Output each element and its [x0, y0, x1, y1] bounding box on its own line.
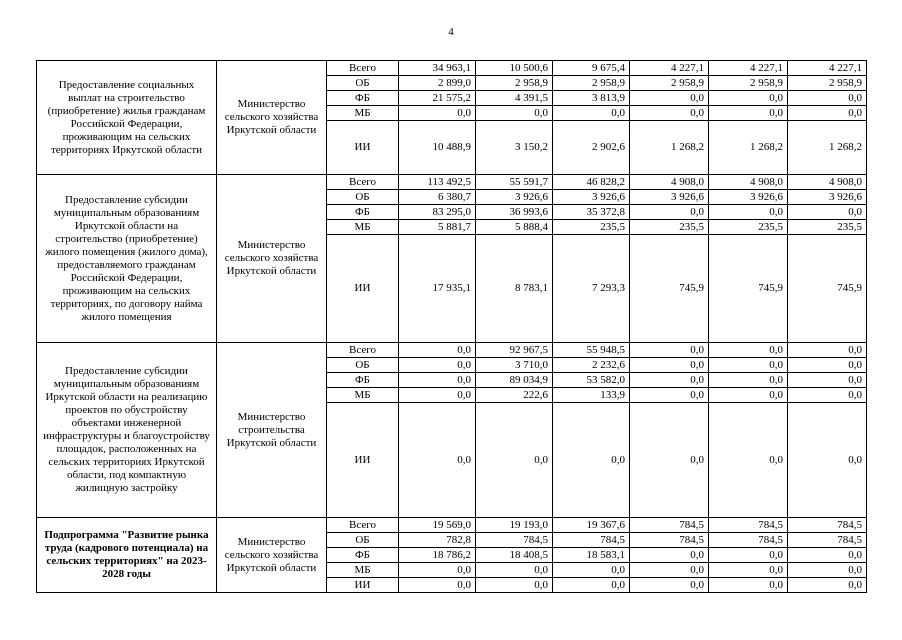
amount-cell: 18 408,5 — [476, 548, 553, 563]
amount-cell: 784,5 — [709, 533, 788, 548]
funding-source-cell: Всего — [327, 518, 399, 533]
amount-cell: 4 908,0 — [709, 175, 788, 190]
funding-source-cell: ФБ — [327, 91, 399, 106]
amount-cell: 36 993,6 — [476, 205, 553, 220]
amount-cell: 0,0 — [709, 563, 788, 578]
amount-cell: 2 958,9 — [788, 76, 867, 91]
amount-cell: 0,0 — [630, 106, 709, 121]
amount-cell: 3 813,9 — [553, 91, 630, 106]
amount-cell: 0,0 — [399, 106, 476, 121]
amount-cell: 4 227,1 — [709, 61, 788, 76]
amount-cell: 0,0 — [399, 563, 476, 578]
amount-cell: 784,5 — [709, 518, 788, 533]
amount-cell: 0,0 — [630, 343, 709, 358]
measure-name-cell: Предоставление субсидии муниципальным образованиям Иркутской области на строительство (приобретение) жилого помещения (жилого дома), предоставляемого гражданам Российской Федерации, проживающим на сельских территориях, по договору найма жилого помещения — [37, 175, 217, 343]
amount-cell: 0,0 — [553, 578, 630, 593]
amount-cell: 0,0 — [709, 343, 788, 358]
amount-cell: 784,5 — [553, 533, 630, 548]
amount-cell: 18 583,1 — [553, 548, 630, 563]
amount-cell: 784,5 — [788, 518, 867, 533]
amount-cell: 83 295,0 — [399, 205, 476, 220]
measure-name-cell: Предоставление социальных выплат на строительство (приобретение) жилья гражданам Российской Федерации, проживающим на сельских территориях Иркутской области — [37, 61, 217, 175]
amount-cell: 4 227,1 — [630, 61, 709, 76]
amount-cell: 2 899,0 — [399, 76, 476, 91]
amount-cell: 0,0 — [553, 403, 630, 518]
amount-cell: 89 034,9 — [476, 373, 553, 388]
amount-cell: 222,6 — [476, 388, 553, 403]
funding-source-cell: Всего — [327, 343, 399, 358]
amount-cell: 0,0 — [709, 548, 788, 563]
funding-source-cell: ФБ — [327, 205, 399, 220]
amount-cell: 0,0 — [630, 403, 709, 518]
amount-cell: 19 193,0 — [476, 518, 553, 533]
amount-cell: 784,5 — [630, 518, 709, 533]
amount-cell: 3 150,2 — [476, 121, 553, 175]
amount-cell: 2 958,9 — [553, 76, 630, 91]
amount-cell: 0,0 — [788, 388, 867, 403]
amount-cell: 19 367,6 — [553, 518, 630, 533]
amount-cell: 5 881,7 — [399, 220, 476, 235]
amount-cell: 784,5 — [476, 533, 553, 548]
amount-cell: 0,0 — [788, 205, 867, 220]
funding-source-cell: Всего — [327, 175, 399, 190]
table-row — [37, 175, 867, 190]
amount-cell: 55 591,7 — [476, 175, 553, 190]
amount-cell: 235,5 — [709, 220, 788, 235]
amount-cell: 0,0 — [476, 403, 553, 518]
amount-cell: 0,0 — [788, 403, 867, 518]
amount-cell: 34 963,1 — [399, 61, 476, 76]
amount-cell: 2 958,9 — [630, 76, 709, 91]
amount-cell: 19 569,0 — [399, 518, 476, 533]
executor-cell: Министерство строительства Иркутской области — [217, 343, 327, 518]
amount-cell: 35 372,8 — [553, 205, 630, 220]
amount-cell: 10 488,9 — [399, 121, 476, 175]
amount-cell: 745,9 — [788, 235, 867, 343]
funding-source-cell: ИИ — [327, 403, 399, 518]
amount-cell: 0,0 — [709, 205, 788, 220]
amount-cell: 235,5 — [553, 220, 630, 235]
amount-cell: 7 293,3 — [553, 235, 630, 343]
measure-name-cell: Подпрограмма "Развитие рынка труда (кадрового потенциала) на сельских территориях" на 2023-2028 годы — [37, 518, 217, 593]
amount-cell: 0,0 — [788, 343, 867, 358]
funding-source-cell: ИИ — [327, 578, 399, 593]
amount-cell: 0,0 — [399, 403, 476, 518]
amount-cell: 745,9 — [709, 235, 788, 343]
amount-cell: 0,0 — [399, 343, 476, 358]
funding-source-cell: МБ — [327, 388, 399, 403]
amount-cell: 235,5 — [788, 220, 867, 235]
amount-cell: 0,0 — [788, 358, 867, 373]
amount-cell: 3 926,6 — [788, 190, 867, 205]
funding-source-cell: ИИ — [327, 235, 399, 343]
amount-cell: 0,0 — [630, 358, 709, 373]
amount-cell: 0,0 — [553, 106, 630, 121]
funding-source-cell: ФБ — [327, 548, 399, 563]
amount-cell: 0,0 — [709, 106, 788, 121]
funding-source-cell: ОБ — [327, 533, 399, 548]
funding-source-cell: ОБ — [327, 358, 399, 373]
amount-cell: 9 675,4 — [553, 61, 630, 76]
amount-cell: 3 926,6 — [709, 190, 788, 205]
funding-source-cell: ФБ — [327, 373, 399, 388]
amount-cell: 0,0 — [709, 388, 788, 403]
amount-cell: 3 926,6 — [476, 190, 553, 205]
amount-cell: 0,0 — [630, 578, 709, 593]
amount-cell: 0,0 — [399, 358, 476, 373]
amount-cell: 0,0 — [476, 578, 553, 593]
amount-cell: 4 227,1 — [788, 61, 867, 76]
table-row — [37, 61, 867, 76]
table-row — [37, 343, 867, 358]
amount-cell: 0,0 — [788, 373, 867, 388]
amount-cell: 235,5 — [630, 220, 709, 235]
amount-cell: 0,0 — [709, 358, 788, 373]
amount-cell: 0,0 — [709, 403, 788, 518]
measure-name-cell: Предоставление субсидии муниципальным образованиям Иркутской области на реализацию проектов по обустройству объектами инженерной инфраструктуры и благоустройству площадок, расположенных на сельских территориях Иркутской области, под компактную жилищную застройку — [37, 343, 217, 518]
amount-cell: 8 783,1 — [476, 235, 553, 343]
funding-source-cell: ИИ — [327, 121, 399, 175]
funding-source-cell: МБ — [327, 220, 399, 235]
amount-cell: 0,0 — [630, 373, 709, 388]
amount-cell: 2 958,9 — [476, 76, 553, 91]
amount-cell: 3 926,6 — [630, 190, 709, 205]
amount-cell: 0,0 — [709, 578, 788, 593]
amount-cell: 18 786,2 — [399, 548, 476, 563]
amount-cell: 782,8 — [399, 533, 476, 548]
amount-cell: 1 268,2 — [630, 121, 709, 175]
amount-cell: 4 391,5 — [476, 91, 553, 106]
amount-cell: 0,0 — [788, 548, 867, 563]
amount-cell: 2 958,9 — [709, 76, 788, 91]
amount-cell: 53 582,0 — [553, 373, 630, 388]
amount-cell: 0,0 — [788, 578, 867, 593]
funding-source-cell: МБ — [327, 563, 399, 578]
budget-table — [36, 60, 867, 593]
amount-cell: 0,0 — [399, 578, 476, 593]
table-row — [37, 518, 867, 533]
executor-cell: Министерство сельского хозяйства Иркутской области — [217, 518, 327, 593]
amount-cell: 55 948,5 — [553, 343, 630, 358]
amount-cell: 0,0 — [788, 106, 867, 121]
amount-cell: 3 710,0 — [476, 358, 553, 373]
funding-source-cell: ОБ — [327, 76, 399, 91]
amount-cell: 2 902,6 — [553, 121, 630, 175]
amount-cell: 0,0 — [709, 373, 788, 388]
amount-cell: 0,0 — [553, 563, 630, 578]
amount-cell: 0,0 — [788, 91, 867, 106]
page-number: 4 — [448, 26, 454, 38]
funding-source-cell: Всего — [327, 61, 399, 76]
budget-table-body — [37, 61, 867, 593]
amount-cell: 745,9 — [630, 235, 709, 343]
amount-cell: 0,0 — [630, 388, 709, 403]
amount-cell: 0,0 — [630, 91, 709, 106]
amount-cell: 0,0 — [476, 563, 553, 578]
amount-cell: 784,5 — [788, 533, 867, 548]
amount-cell: 21 575,2 — [399, 91, 476, 106]
amount-cell: 4 908,0 — [630, 175, 709, 190]
amount-cell: 133,9 — [553, 388, 630, 403]
amount-cell: 2 232,6 — [553, 358, 630, 373]
funding-source-cell: МБ — [327, 106, 399, 121]
amount-cell: 17 935,1 — [399, 235, 476, 343]
amount-cell: 784,5 — [630, 533, 709, 548]
amount-cell: 0,0 — [630, 548, 709, 563]
amount-cell: 0,0 — [709, 91, 788, 106]
amount-cell: 0,0 — [630, 563, 709, 578]
amount-cell: 1 268,2 — [788, 121, 867, 175]
amount-cell: 1 268,2 — [709, 121, 788, 175]
amount-cell: 92 967,5 — [476, 343, 553, 358]
amount-cell: 0,0 — [399, 388, 476, 403]
amount-cell: 5 888,4 — [476, 220, 553, 235]
funding-source-cell: ОБ — [327, 190, 399, 205]
amount-cell: 0,0 — [630, 205, 709, 220]
executor-cell: Министерство сельского хозяйства Иркутской области — [217, 61, 327, 175]
amount-cell: 3 926,6 — [553, 190, 630, 205]
amount-cell: 0,0 — [399, 373, 476, 388]
amount-cell: 0,0 — [476, 106, 553, 121]
amount-cell: 113 492,5 — [399, 175, 476, 190]
executor-cell: Министерство сельского хозяйства Иркутской области — [217, 175, 327, 343]
amount-cell: 6 380,7 — [399, 190, 476, 205]
amount-cell: 0,0 — [788, 563, 867, 578]
amount-cell: 10 500,6 — [476, 61, 553, 76]
amount-cell: 46 828,2 — [553, 175, 630, 190]
amount-cell: 4 908,0 — [788, 175, 867, 190]
